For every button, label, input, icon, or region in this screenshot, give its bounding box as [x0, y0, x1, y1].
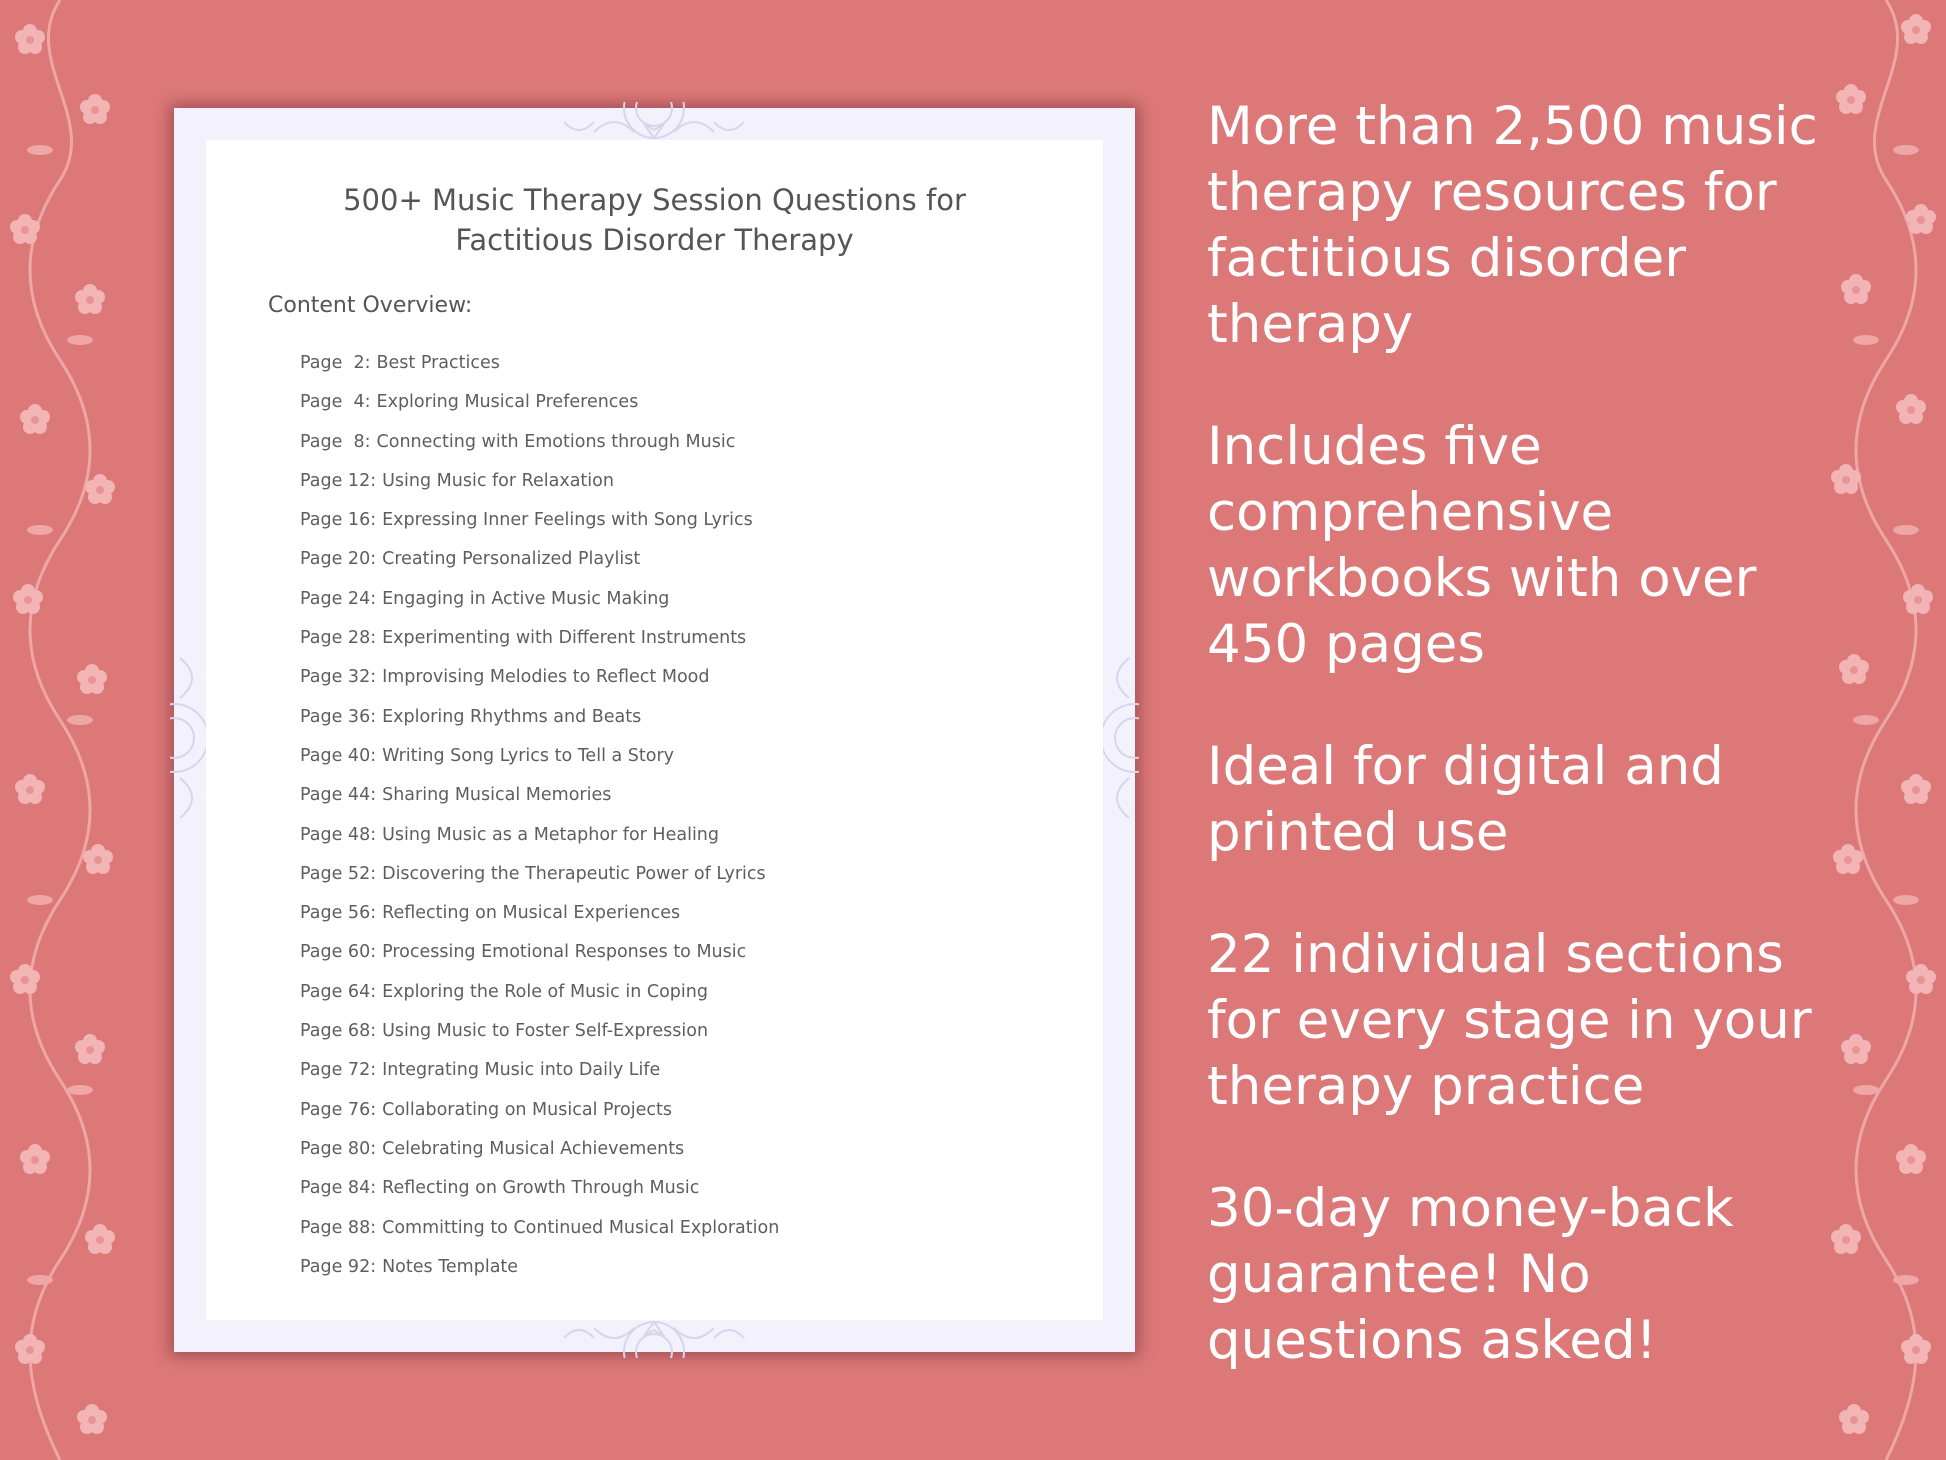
toc-item [300, 1209, 779, 1248]
toc-section-title: Best Practices [376, 353, 500, 373]
document-title-line-1: 500+ Music Therapy Session Questions for [343, 183, 966, 217]
toc-item [300, 1051, 779, 1090]
feature-text: Includes five comprehensive workbooks with over 450 pages [1207, 416, 1757, 675]
toc-page-number: Page 76: [300, 1099, 377, 1120]
toc-page-number: Page 24: [300, 588, 377, 609]
toc-page-number: Page 16: [300, 510, 377, 531]
toc-page-number: Page 40: [300, 745, 377, 766]
toc-page-number: Page 84: [300, 1178, 377, 1199]
mandala-left-icon [170, 618, 210, 858]
document-page [174, 108, 1135, 1352]
toc-section-title: Reflecting on Growth Through Music [382, 1178, 700, 1199]
toc-page-number: Page 60: [300, 942, 377, 963]
toc-section-title: Reflecting on Musical Experiences [382, 903, 681, 924]
toc-item [300, 855, 779, 894]
toc-item [300, 383, 779, 422]
mandala-top-icon [504, 102, 804, 142]
toc-item [300, 462, 779, 501]
toc-item [300, 698, 779, 737]
toc-item [300, 501, 779, 540]
toc-item [300, 1130, 779, 1169]
toc-page-number: Page 88: [300, 1217, 377, 1238]
toc-item [300, 1012, 779, 1051]
toc-item [300, 776, 779, 815]
toc-page-number: Page 80: [300, 1138, 377, 1159]
toc-page-number: Page 48: [300, 824, 377, 845]
toc-item [300, 737, 779, 776]
toc-section-title: Notes Template [382, 1256, 519, 1277]
document-title-line-2: Factitious Disorder Therapy [455, 223, 854, 257]
toc-page-number: Page 2: [300, 353, 371, 373]
feature-text: More than 2,500 music therapy resources for factitious disorder therapy [1207, 96, 1818, 355]
toc-section-title: Using Music as a Metaphor for Healing [382, 824, 720, 845]
toc-page-number: Page 28: [300, 628, 377, 649]
toc-page-number: Page 52: [300, 863, 377, 884]
toc-item [300, 894, 779, 933]
toc-section-title: Connecting with Emotions through Music [376, 431, 736, 452]
toc-page-number: Page 32: [300, 667, 377, 688]
floral-vine-left-icon [0, 0, 130, 1460]
toc-section-title: Exploring Rhythms and Beats [382, 706, 642, 727]
toc-page-number: Page 72: [300, 1060, 377, 1081]
toc-section-title: Processing Emotional Responses to Music [382, 942, 747, 963]
feature-text: 22 individual sections for every stage in your therapy practice [1207, 924, 1812, 1117]
toc-item [300, 973, 779, 1012]
toc-page-number: Page 12: [300, 470, 377, 491]
toc-section-title: Committing to Continued Musical Exploration [382, 1217, 780, 1238]
toc-item [300, 1248, 779, 1287]
toc-section-title: Exploring Musical Preferences [376, 392, 639, 413]
toc-section-title: Expressing Inner Feelings with Song Lyrics [382, 510, 753, 531]
toc-item [300, 658, 779, 697]
toc-section-title: Experimenting with Different Instruments [382, 628, 747, 649]
feature-text: 30-day money-back guarantee! No questions asked! [1207, 1178, 1734, 1371]
toc-item [300, 816, 779, 855]
content-overview-heading: Content Overview: [268, 293, 473, 318]
toc-page-number: Page 20: [300, 549, 377, 570]
toc-page-number: Page 56: [300, 903, 377, 924]
toc-page-number: Page 36: [300, 706, 377, 727]
toc-section-title: Writing Song Lyrics to Tell a Story [382, 745, 675, 766]
toc-item [300, 540, 779, 579]
toc-section-title: Sharing Musical Memories [382, 785, 612, 806]
document-content [206, 140, 1103, 1320]
floral-vine-right-icon [1816, 0, 1946, 1460]
toc-section-title: Creating Personalized Playlist [382, 549, 641, 570]
toc-section-title: Collaborating on Musical Projects [382, 1099, 672, 1120]
toc-item [300, 580, 779, 619]
document-title [206, 180, 1103, 260]
toc-item [300, 423, 779, 462]
toc-page-number: Page 8: [300, 431, 371, 452]
feature-list [1207, 94, 1827, 1430]
toc-item [300, 933, 779, 972]
mandala-bottom-icon [504, 1318, 804, 1358]
toc-item [300, 1169, 779, 1208]
toc-section-title: Using Music to Foster Self-Expression [382, 1021, 709, 1042]
toc-section-title: Integrating Music into Daily Life [382, 1060, 661, 1081]
toc-section-title: Improvising Melodies to Reflect Mood [382, 667, 710, 688]
toc-page-number: Page 64: [300, 981, 377, 1002]
toc-section-title: Using Music for Relaxation [382, 470, 614, 491]
toc-item [300, 344, 779, 383]
toc-item [300, 619, 779, 658]
toc-page-number: Page 44: [300, 785, 377, 806]
toc-page-number: Page 68: [300, 1021, 377, 1042]
toc-page-number: Page 92: [300, 1256, 377, 1277]
toc-item [300, 1091, 779, 1130]
mandala-right-icon [1099, 618, 1139, 858]
toc-section-title: Engaging in Active Music Making [382, 588, 670, 609]
table-of-contents [300, 344, 779, 1287]
feature-text: Ideal for digital and printed use [1207, 736, 1724, 863]
toc-page-number: Page 4: [300, 392, 371, 413]
toc-section-title: Discovering the Therapeutic Power of Lyrics [382, 863, 766, 884]
toc-section-title: Celebrating Musical Achievements [382, 1138, 685, 1159]
toc-section-title: Exploring the Role of Music in Coping [382, 981, 708, 1002]
